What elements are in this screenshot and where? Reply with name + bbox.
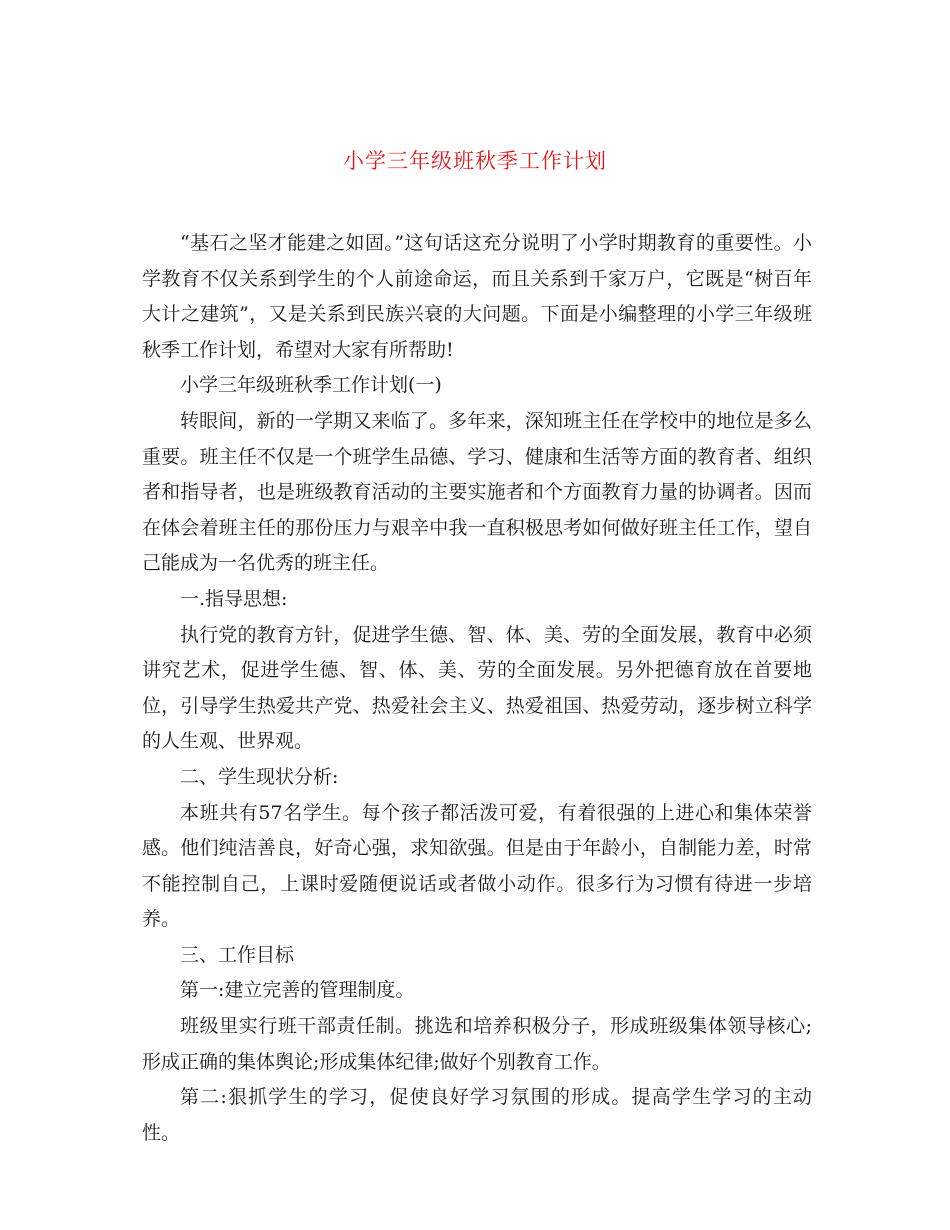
document-body <box>142 226 812 1151</box>
document-title: 小学三年级班秋季工作计划 <box>343 149 607 173</box>
goal-two-paragraph: 第二:狠抓学生的学习，促使良好学习氛围的形成。提高学生学习的主动性。 <box>142 1086 812 1144</box>
student-analysis-paragraph: 本班共有57名学生。每个孩子都活泼可爱，有着很强的上进心和集体荣誉感。他们纯洁善良，好奇心强，求知欲强。但是由于年龄小，自制能力差，时常不能控制自己，上课时爱随便说话或者做小动作。很多行为习惯有待进一步培养。 <box>142 801 812 931</box>
plan-heading: 小学三年级班秋季工作计划(一) <box>180 374 442 397</box>
intro-paragraph: “基石之坚才能建之如固。”这句话这充分说明了小学时期教育的重要性。小学教育不仅关系到学生的个人前途命运，而且关系到千家万户，它既是“树百年大计之建筑”，又是关系到民族兴衰的大问题。下面是小编整理的小学三年级班秋季工作计划，希望对大家有所帮助! <box>142 232 812 361</box>
section-heading-work-goals: 三、工作目标 <box>180 943 295 966</box>
section-heading-student-analysis: 二、学生现状分析: <box>180 765 339 788</box>
guiding-thought-paragraph: 执行党的教育方针，促进学生德、智、体、美、劳的全面发展，教育中必须讲究艺术，促进学生德、智、体、美、劳的全面发展。另外把德育放在首要地位，引导学生热爱共产党、热爱社会主义、热爱祖国、热爱劳动，逐步树立科学的人生观、世界观。 <box>142 623 812 753</box>
opening-paragraph: 转眼间，新的一学期又来临了。多年来，深知班主任在学校中的地位是多么重要。班主任不仅是一个班学生品德、学习、健康和生活等方面的教育者、组织者和指导者，也是班级教育活动的主要实施者和个方面教育力量的协调者。因而在体会着班主任的那份压力与艰辛中我一直积极思考如何做好班主任工作，望自己能成为一名优秀的班主任。 <box>142 409 812 575</box>
section-heading-guiding-thought: 一.指导思想: <box>180 587 288 610</box>
goal-one-paragraph: 班级里实行班干部责任制。挑选和培养积极分子，形成班级集体领导核心;形成正确的集体舆论;形成集体纪律;做好个别教育工作。 <box>142 1015 812 1073</box>
goal-one-heading: 第一:建立完善的管理制度。 <box>180 979 415 1002</box>
